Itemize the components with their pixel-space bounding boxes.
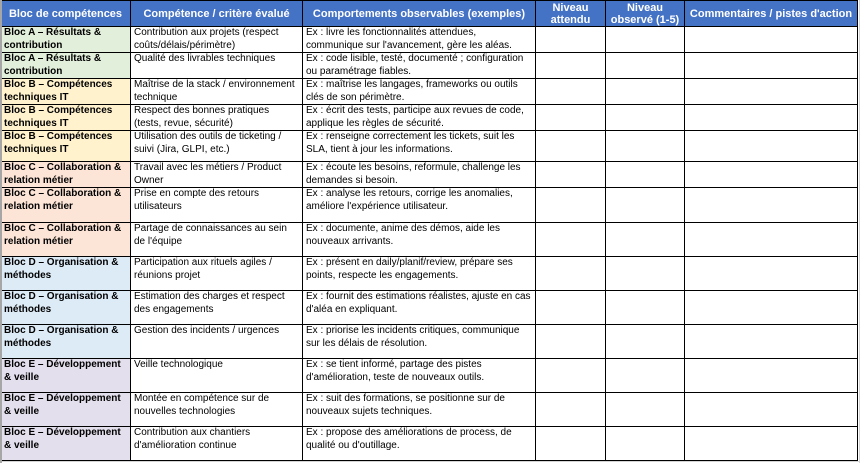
critere-cell[interactable]: Qualité des livrables techniques [131, 53, 303, 79]
niveau-observe-cell[interactable] [606, 79, 685, 105]
critere-cell[interactable]: Montée en compétence sur de nouvelles technologies [131, 393, 303, 427]
commentaires-cell[interactable] [685, 27, 858, 53]
header-commentaires[interactable]: Commentaires / pistes d'action [685, 1, 858, 27]
header-niveau-observe[interactable]: Niveau observé (1-5) [606, 1, 685, 27]
table-row [1, 427, 858, 461]
critere-cell[interactable]: Respect des bonnes pratiques (tests, revue, sécurité) [131, 105, 303, 131]
niveau-attendu-cell[interactable] [536, 105, 606, 131]
bloc-cell[interactable]: Bloc D – Organisation & méthodes [1, 257, 131, 291]
bloc-cell[interactable]: Bloc D – Organisation & méthodes [1, 291, 131, 325]
comportements-cell[interactable]: Ex : écoute les besoins, reformule, challenge les demandes si besoin. [303, 162, 536, 188]
critere-cell[interactable]: Contribution aux projets (respect coûts/délais/périmètre) [131, 27, 303, 53]
bloc-cell[interactable]: Bloc E – Développement & veille [1, 359, 131, 393]
commentaires-cell[interactable] [685, 291, 858, 325]
comportements-cell[interactable]: Ex : documente, anime des démos, aide les nouveaux arrivants. [303, 223, 536, 257]
header-niveau-attendu[interactable]: Niveau attendu [536, 1, 606, 27]
comportements-cell[interactable]: Ex : écrit des tests, participe aux revues de code, applique les règles de sécurité. [303, 105, 536, 131]
comportements-cell[interactable]: Ex : se tient informé, partage des pistes d'amélioration, teste de nouveaux outils. [303, 359, 536, 393]
table-row [1, 131, 858, 162]
commentaires-cell[interactable] [685, 162, 858, 188]
niveau-attendu-cell[interactable] [536, 359, 606, 393]
header-comportements[interactable]: Comportements observables (exemples) [303, 1, 536, 27]
table-row [1, 27, 858, 53]
bloc-cell[interactable]: Bloc E – Développement & veille [1, 427, 131, 461]
niveau-observe-cell[interactable] [606, 162, 685, 188]
commentaires-cell[interactable] [685, 393, 858, 427]
critere-cell[interactable]: Contribution aux chantiers d'amélioration continue [131, 427, 303, 461]
niveau-attendu-cell[interactable] [536, 188, 606, 223]
niveau-attendu-cell[interactable] [536, 325, 606, 359]
gridline [0, 461, 860, 462]
niveau-observe-cell[interactable] [606, 325, 685, 359]
critere-cell[interactable]: Travail avec les métiers / Product Owner [131, 162, 303, 188]
commentaires-cell[interactable] [685, 188, 858, 223]
niveau-attendu-cell[interactable] [536, 257, 606, 291]
niveau-observe-cell[interactable] [606, 105, 685, 131]
niveau-observe-cell[interactable] [606, 393, 685, 427]
niveau-attendu-cell[interactable] [536, 27, 606, 53]
table-row [1, 325, 858, 359]
commentaires-cell[interactable] [685, 131, 858, 162]
bloc-cell[interactable]: Bloc B – Compétences techniques IT [1, 105, 131, 131]
niveau-attendu-cell[interactable] [536, 223, 606, 257]
table-row [1, 162, 858, 188]
niveau-observe-cell[interactable] [606, 359, 685, 393]
critere-cell[interactable]: Prise en compte des retours utilisateurs [131, 188, 303, 223]
commentaires-cell[interactable] [685, 257, 858, 291]
comportements-cell[interactable]: Ex : maîtrise les langages, frameworks ou outils clés de son périmètre. [303, 79, 536, 105]
comportements-cell[interactable]: Ex : fournit des estimations réalistes, ajuste en cas d'aléa en expliquant. [303, 291, 536, 325]
sheet-left-edge [0, 0, 2, 463]
niveau-observe-cell[interactable] [606, 291, 685, 325]
bloc-cell[interactable]: Bloc E – Développement & veille [1, 393, 131, 427]
niveau-observe-cell[interactable] [606, 131, 685, 162]
bloc-cell[interactable]: Bloc D – Organisation & méthodes [1, 325, 131, 359]
bloc-cell[interactable]: Bloc C – Collaboration & relation métier [1, 223, 131, 257]
commentaires-cell[interactable] [685, 105, 858, 131]
table-row [1, 393, 858, 427]
table-row [1, 53, 858, 79]
comportements-cell[interactable]: Ex : analyse les retours, corrige les anomalies, améliore l'expérience utilisateur. [303, 188, 536, 223]
niveau-observe-cell[interactable] [606, 53, 685, 79]
critere-cell[interactable]: Estimation des charges et respect des engagements [131, 291, 303, 325]
header-bloc[interactable]: Bloc de compétences [1, 1, 131, 27]
commentaires-cell[interactable] [685, 53, 858, 79]
bloc-cell[interactable]: Bloc A – Résultats & contribution [1, 53, 131, 79]
comportements-cell[interactable]: Ex : suit des formations, se positionne sur de nouveaux sujets techniques. [303, 393, 536, 427]
table-row [1, 359, 858, 393]
comportements-cell[interactable]: Ex : livre les fonctionnalités attendues, communique sur l'avancement, gère les aléas. [303, 27, 536, 53]
commentaires-cell[interactable] [685, 359, 858, 393]
table-row [1, 79, 858, 105]
niveau-observe-cell[interactable] [606, 188, 685, 223]
critere-cell[interactable]: Maîtrise de la stack / environnement technique [131, 79, 303, 105]
commentaires-cell[interactable] [685, 427, 858, 461]
niveau-attendu-cell[interactable] [536, 393, 606, 427]
critere-cell[interactable]: Utilisation des outils de ticketing / suivi (Jira, GLPI, etc.) [131, 131, 303, 162]
header-critere[interactable]: Compétence / critère évalué [131, 1, 303, 27]
table-row [1, 223, 858, 257]
niveau-observe-cell[interactable] [606, 223, 685, 257]
bloc-cell[interactable]: Bloc B – Compétences techniques IT [1, 79, 131, 105]
bloc-cell[interactable]: Bloc B – Compétences techniques IT [1, 131, 131, 162]
niveau-observe-cell[interactable] [606, 257, 685, 291]
niveau-attendu-cell[interactable] [536, 53, 606, 79]
comportements-cell[interactable]: Ex : renseigne correctement les tickets, suit les SLA, tient à jour les informations. [303, 131, 536, 162]
niveau-attendu-cell[interactable] [536, 162, 606, 188]
bloc-cell[interactable]: Bloc A – Résultats & contribution [1, 27, 131, 53]
bloc-cell[interactable]: Bloc C – Collaboration & relation métier [1, 188, 131, 223]
niveau-attendu-cell[interactable] [536, 291, 606, 325]
table-row [1, 188, 858, 223]
bloc-cell[interactable]: Bloc C – Collaboration & relation métier [1, 162, 131, 188]
niveau-attendu-cell[interactable] [536, 427, 606, 461]
niveau-attendu-cell[interactable] [536, 131, 606, 162]
table-row [1, 291, 858, 325]
niveau-observe-cell[interactable] [606, 27, 685, 53]
commentaires-cell[interactable] [685, 223, 858, 257]
table-row [1, 257, 858, 291]
table-row [1, 105, 858, 131]
critere-cell[interactable]: Participation aux rituels agiles / réunions projet [131, 257, 303, 291]
header-row [1, 1, 858, 27]
niveau-attendu-cell[interactable] [536, 79, 606, 105]
commentaires-cell[interactable] [685, 325, 858, 359]
comportements-cell[interactable]: Ex : présent en daily/planif/review, prépare ses points, respecte les engagements. [303, 257, 536, 291]
critere-cell[interactable]: Gestion des incidents / urgences [131, 325, 303, 359]
critere-cell[interactable]: Partage de connaissances au sein de l'équipe [131, 223, 303, 257]
critere-cell[interactable]: Veille technologique [131, 359, 303, 393]
comportements-cell[interactable]: Ex : priorise les incidents critiques, communique sur les délais de résolution. [303, 325, 536, 359]
niveau-observe-cell[interactable] [606, 427, 685, 461]
comportements-cell[interactable]: Ex : propose des améliorations de process, de qualité ou d'outillage. [303, 427, 536, 461]
commentaires-cell[interactable] [685, 79, 858, 105]
comportements-cell[interactable]: Ex : code lisible, testé, documenté ; configuration ou paramétrage fiables. [303, 53, 536, 79]
